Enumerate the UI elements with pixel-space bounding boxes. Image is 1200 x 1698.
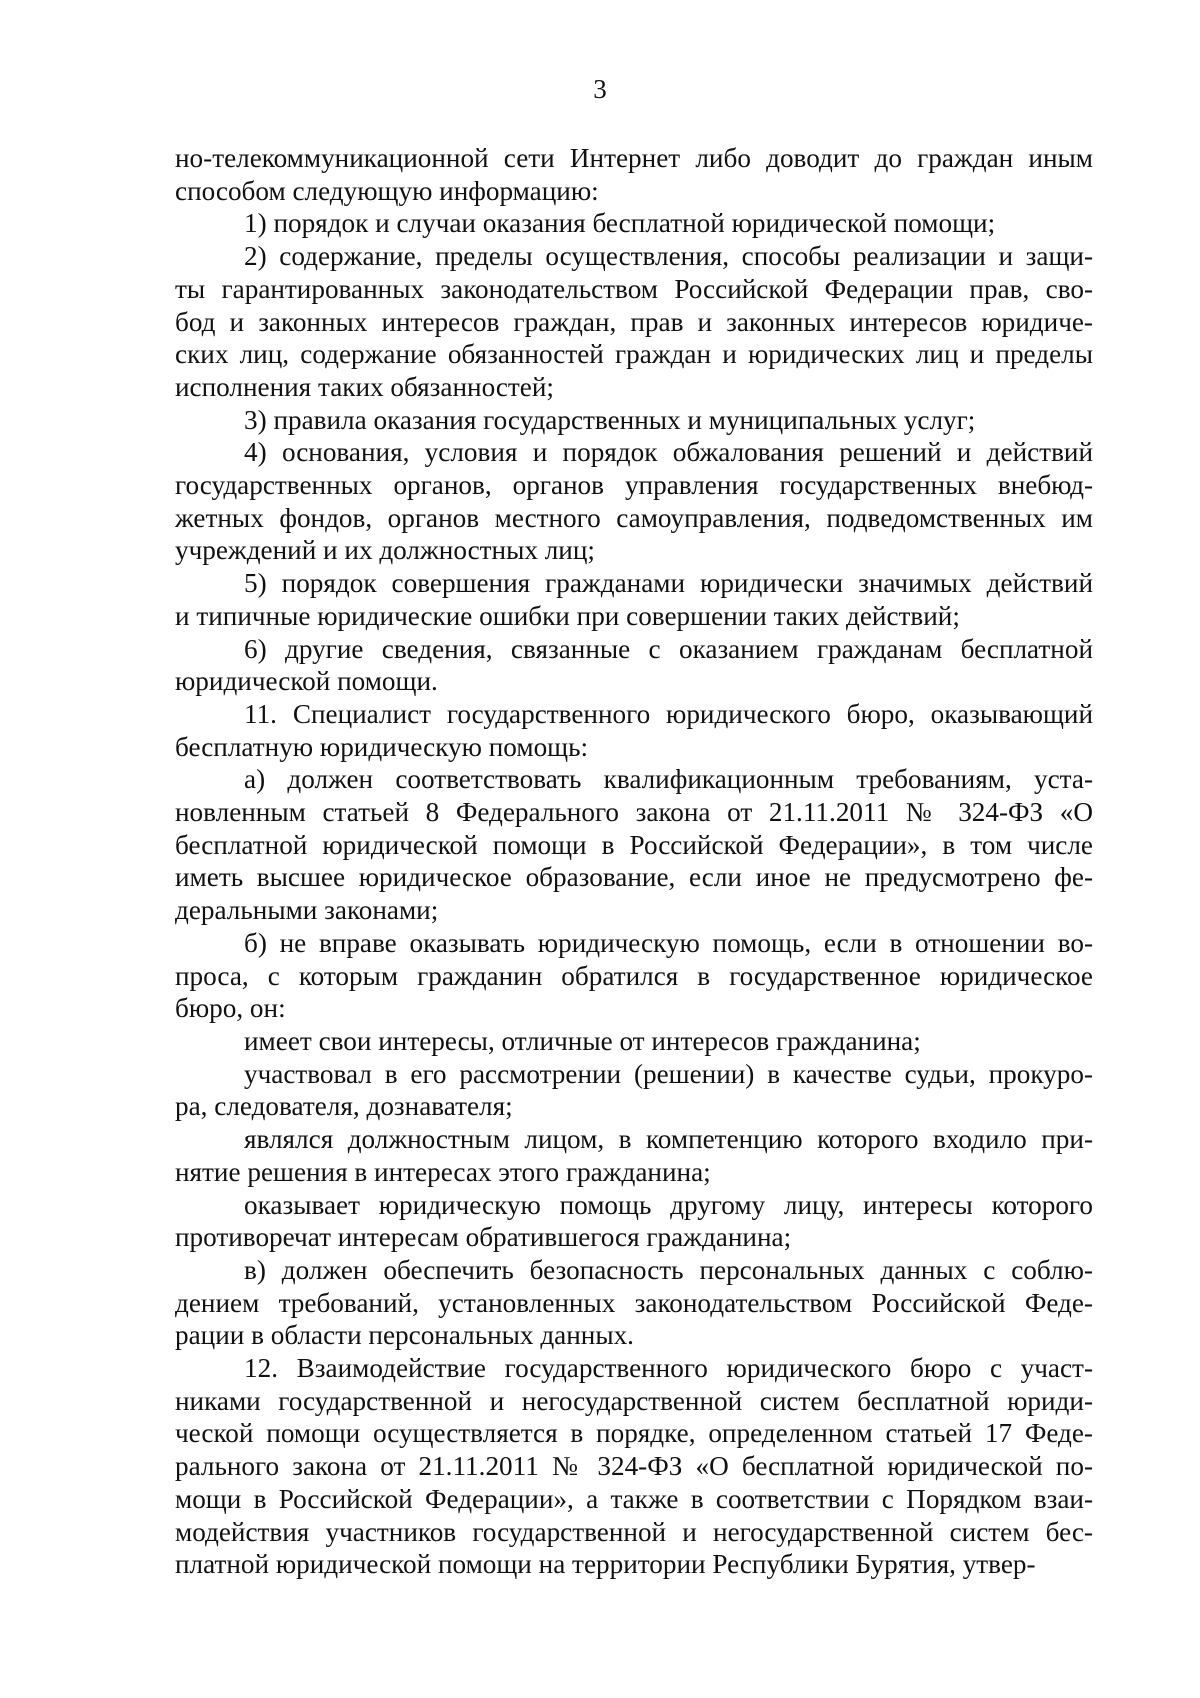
document-body [175, 142, 1093, 1581]
paragraph [175, 404, 1093, 437]
text-line: деральными законами; [175, 895, 439, 926]
text-line: бод и законных интересов граждан, прав и законных интересов юридиче- [175, 306, 1093, 337]
text-line: ты гарантированных законодательством Российской Федерации прав, сво- [175, 273, 1093, 304]
text-line: бесплатную юридическую помощь: [175, 731, 589, 762]
text-line: 5) порядок совершения гражданами юридически значимых действий [244, 568, 1093, 599]
paragraph [175, 1123, 1093, 1188]
text-line: способом следующую информацию: [175, 175, 599, 206]
paragraph [175, 240, 1093, 404]
text-line: в) должен обеспечить безопасность персональных данных с соблю- [244, 1254, 1093, 1285]
text-line: оказывает юридическую помощь другому лицу, интересы которого [244, 1189, 1093, 1220]
text-line: 1) порядок и случаи оказания бесплатной юридической помощи; [244, 208, 996, 239]
text-line: платной юридической помощи на территории Республики Бурятия, утвер- [175, 1549, 1036, 1580]
text-line: юридической помощи. [175, 666, 438, 697]
text-line: жетных фондов, органов местного самоуправления, подведомственных им [175, 502, 1093, 533]
page-number: 3 [593, 74, 607, 104]
paragraph [175, 698, 1093, 763]
text-line: участвовал в его рассмотрении (решении) в качестве судьи, прокуро- [244, 1058, 1093, 1089]
text-line: и типичные юридические ошибки при совершении таких действий; [175, 600, 960, 631]
text-line: рального закона от 21.11.2011 № 324-ФЗ «О бесплатной юридической по- [175, 1451, 1093, 1482]
text-line: но-телекоммуникационной сети Интернет либо доводит до граждан иным [175, 143, 1093, 173]
text-line: ческой помощи осуществляется в порядке, определенном статьей 17 Феде- [175, 1418, 1093, 1449]
text-line: иметь высшее юридическое образование, если иное не предусмотрено фе- [175, 862, 1093, 893]
text-line: дением требований, установленных законодательством Российской Феде- [175, 1287, 1093, 1318]
text-line: мощи в Российской Федерации», а также в соответствии с Порядком взаи- [175, 1483, 1093, 1514]
text-line: ских лиц, содержание обязанностей граждан и юридических лиц и пределы [175, 339, 1093, 370]
text-line: проса, с которым гражданин обратился в государственное юридическое [175, 960, 1093, 991]
paragraph [175, 1058, 1093, 1123]
paragraph [175, 1254, 1093, 1352]
text-line: 11. Специалист государственного юридического бюро, оказывающий [244, 698, 1093, 729]
paragraph [175, 1025, 1093, 1058]
text-line: нятие решения в интересах этого гражданина; [175, 1156, 711, 1187]
paragraph [175, 436, 1093, 567]
text-line: а) должен соответствовать квалификационным требованиям, уста- [244, 764, 1093, 795]
text-line: противоречат интересам обратившегося гражданина; [175, 1222, 792, 1253]
text-line: бесплатной юридической помощи в Российской Федерации», в том числе [175, 829, 1093, 860]
text-line: б) не вправе оказывать юридическую помощь, если в отношении во- [244, 927, 1093, 958]
paragraph [175, 1189, 1093, 1254]
text-line: имеет свои интересы, отличные от интересов гражданина; [244, 1025, 921, 1056]
text-line: государственных органов, органов управления государственных внебюд- [175, 470, 1093, 501]
text-line: 4) основания, условия и порядок обжалования решений и действий [244, 437, 1093, 468]
paragraph [175, 633, 1093, 698]
paragraph [175, 142, 1093, 207]
paragraph [175, 567, 1093, 632]
text-line: 12. Взаимодействие государственного юридического бюро с участ- [244, 1353, 1093, 1384]
text-line: рации в области персональных данных. [175, 1320, 634, 1351]
paragraph [175, 207, 1093, 240]
text-line: бюро, он: [175, 993, 286, 1024]
paragraph [175, 927, 1093, 1025]
text-line: ра, следователя, дознавателя; [175, 1091, 513, 1122]
text-line: 2) содержание, пределы осуществления, способы реализации и защи- [244, 241, 1093, 272]
text-line: никами государственной и негосударственной систем бесплатной юриди- [175, 1385, 1093, 1416]
text-line: учреждений и их должностных лиц; [175, 535, 595, 566]
text-line: исполнения таких обязанностей; [175, 371, 554, 402]
text-line: 3) правила оказания государственных и муниципальных услуг; [244, 404, 976, 435]
paragraph [175, 763, 1093, 927]
text-line: 6) другие сведения, связанные с оказанием гражданам бесплатной [244, 633, 1093, 664]
text-line: являлся должностным лицом, в компетенцию которого входило при- [244, 1124, 1093, 1155]
text-line: модействия участников государственной и негосударственной систем бес- [175, 1516, 1093, 1547]
text-line: новленным статьей 8 Федерального закона от 21.11.2011 № 324-ФЗ «О [175, 797, 1093, 828]
paragraph [175, 1352, 1093, 1581]
